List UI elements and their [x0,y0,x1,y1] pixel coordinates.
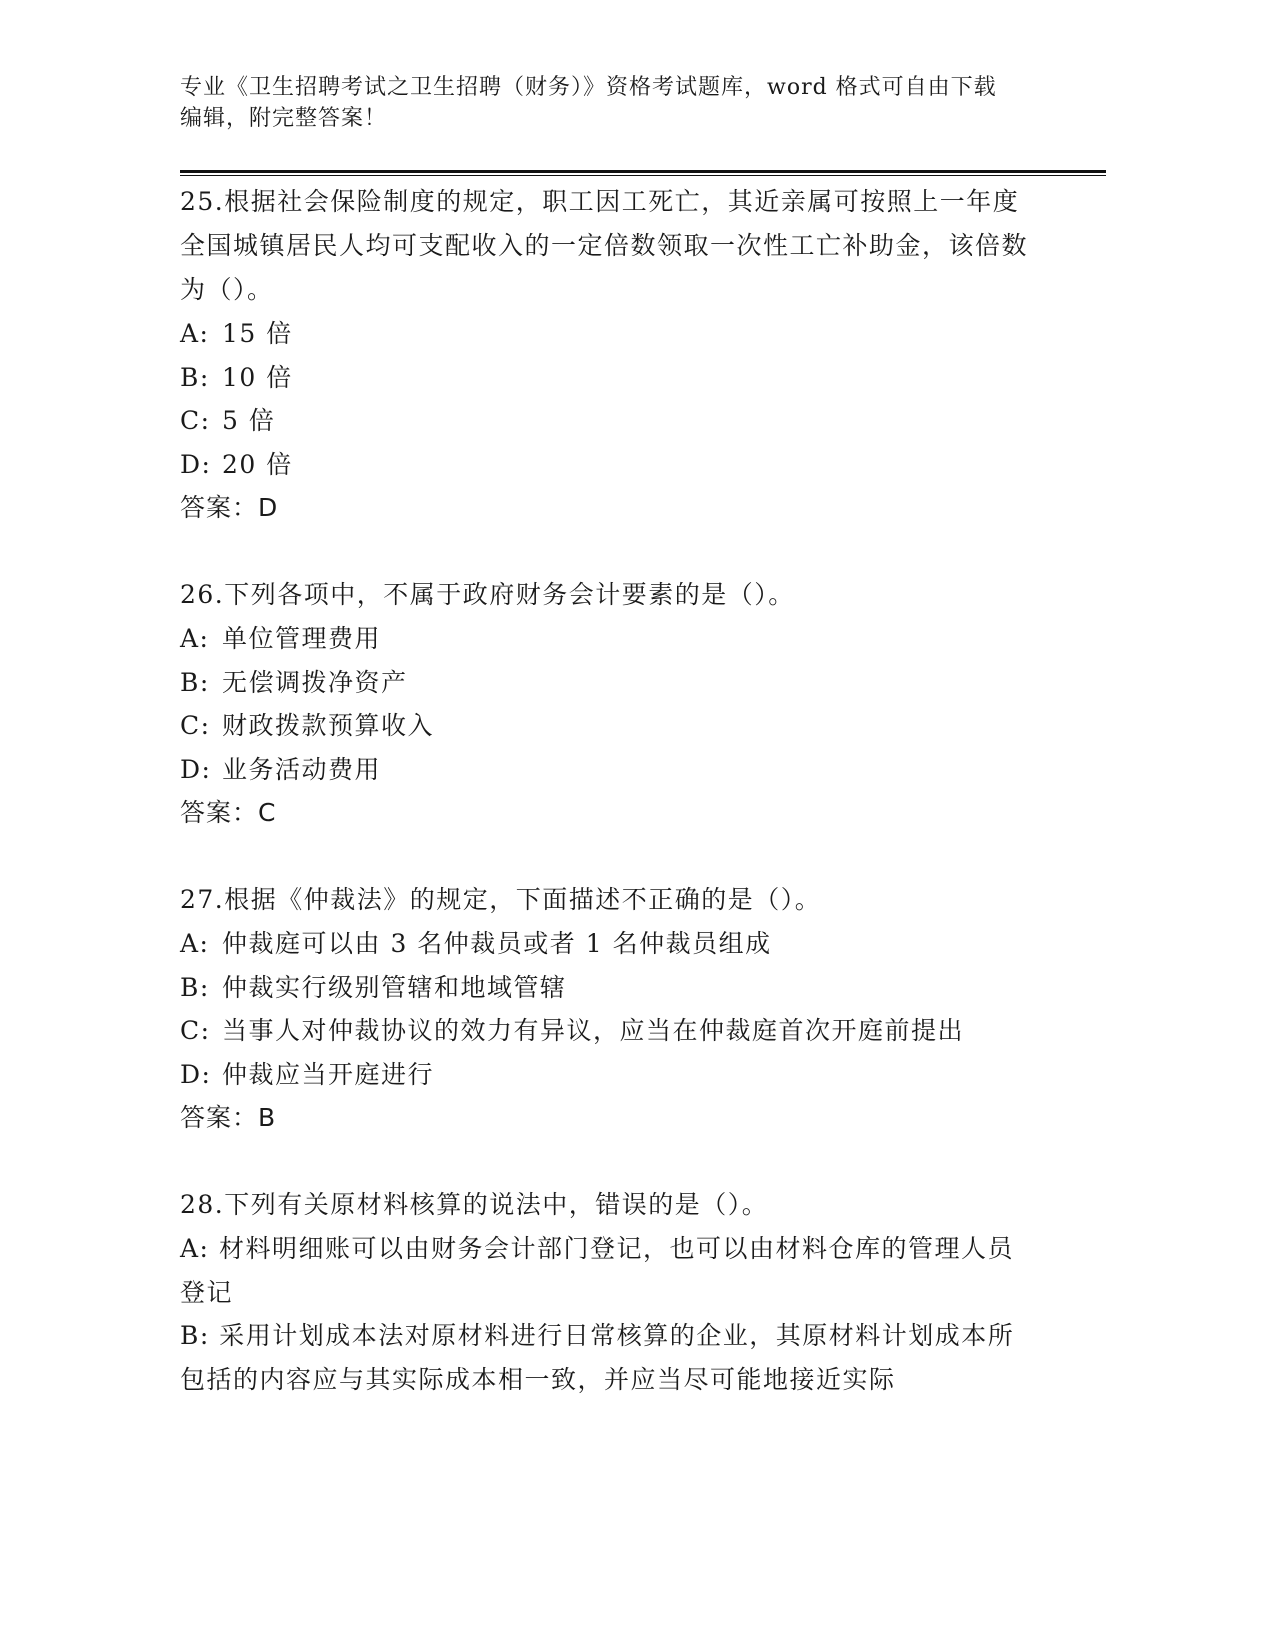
option-key: B: [180,362,210,392]
option-d [180,1053,1030,1097]
option-key: D: [180,754,212,784]
option-text: 无偿调拨净资产 [222,667,408,697]
option-c [180,1009,1030,1053]
question-27 [180,878,1030,1140]
option-a [180,617,1030,661]
question-stem: 25.根据社会保险制度的规定，职工因工死亡，其近亲属可按照上一年度全国城镇居民人均可支配收入的一定倍数领取一次性工亡补助金，该倍数为（）。 [180,187,1029,304]
option-text: 业务活动费用 [222,754,382,784]
option-key: C: [180,406,211,435]
header-line-1: 专业《卫生招聘考试之卫生招聘（财务）》资格考试题库，word 格式可自由下载 [180,75,997,100]
option-key: B: [180,667,210,697]
option-b [180,356,1030,400]
option-a [180,922,1030,966]
question-stem: 26.下列各项中，不属于政府财务会计要素的是（）。 [180,580,795,609]
option-text: 仲裁实行级别管辖和地域管辖 [222,972,567,1002]
option-text: 20 倍 [222,449,293,479]
option-d [180,748,1030,792]
option-c [180,399,1030,443]
option-key: A: [180,319,210,348]
option-text: 10 倍 [222,362,293,392]
option-key: C: [180,711,211,740]
option-text: 采用计划成本法对原材料进行日常核算的企业，其原材料计划成本所包括的内容应与其实际成本相一致，并应当尽可能地接近实际 [180,1321,1015,1394]
answer: 答案：D [180,493,279,522]
option-d [180,443,1030,487]
option-text: 单位管理费用 [222,624,382,653]
option-text: 5 倍 [222,406,276,435]
option-text: 当事人对仲裁协议的效力有异议，应当在仲裁庭首次开庭前提出 [222,1016,965,1045]
header-divider-thick [180,170,1106,173]
option-key: C: [180,1016,211,1045]
option-text: 仲裁应当开庭进行 [222,1059,435,1089]
option-b [180,1314,1030,1401]
option-key: D: [180,1059,212,1089]
answer: 答案：C [180,798,277,827]
option-key: D: [180,449,212,479]
option-text: 财政拨款预算收入 [222,711,435,740]
header-divider-thin [180,175,1106,176]
option-text: 15 倍 [222,319,293,348]
option-key: A: [180,624,210,653]
question-28 [180,1183,1030,1401]
question-list [180,180,1030,1444]
option-a [180,312,1030,356]
option-c [180,704,1030,748]
option-b [180,661,1030,705]
option-b [180,966,1030,1010]
option-key: B: [180,972,210,1002]
question-26 [180,573,1030,835]
option-a [180,1227,1030,1314]
option-key: A: [180,929,210,958]
page-header [180,72,1030,134]
answer: 答案：B [180,1103,277,1132]
option-key: B: [180,1321,210,1350]
question-stem: 28.下列有关原材料核算的说法中，错误的是（）。 [180,1190,769,1219]
header-line-2: 编辑，附完整答案！ [180,106,388,131]
option-text: 材料明细账可以由财务会计部门登记，也可以由材料仓库的管理人员登记 [180,1234,1014,1307]
option-key: A: [180,1234,210,1263]
question-stem: 27.根据《仲裁法》的规定，下面描述不正确的是（）。 [180,885,822,914]
question-25 [180,180,1030,530]
option-text: 仲裁庭可以由 3 名仲裁员或者 1 名仲裁员组成 [222,929,772,958]
